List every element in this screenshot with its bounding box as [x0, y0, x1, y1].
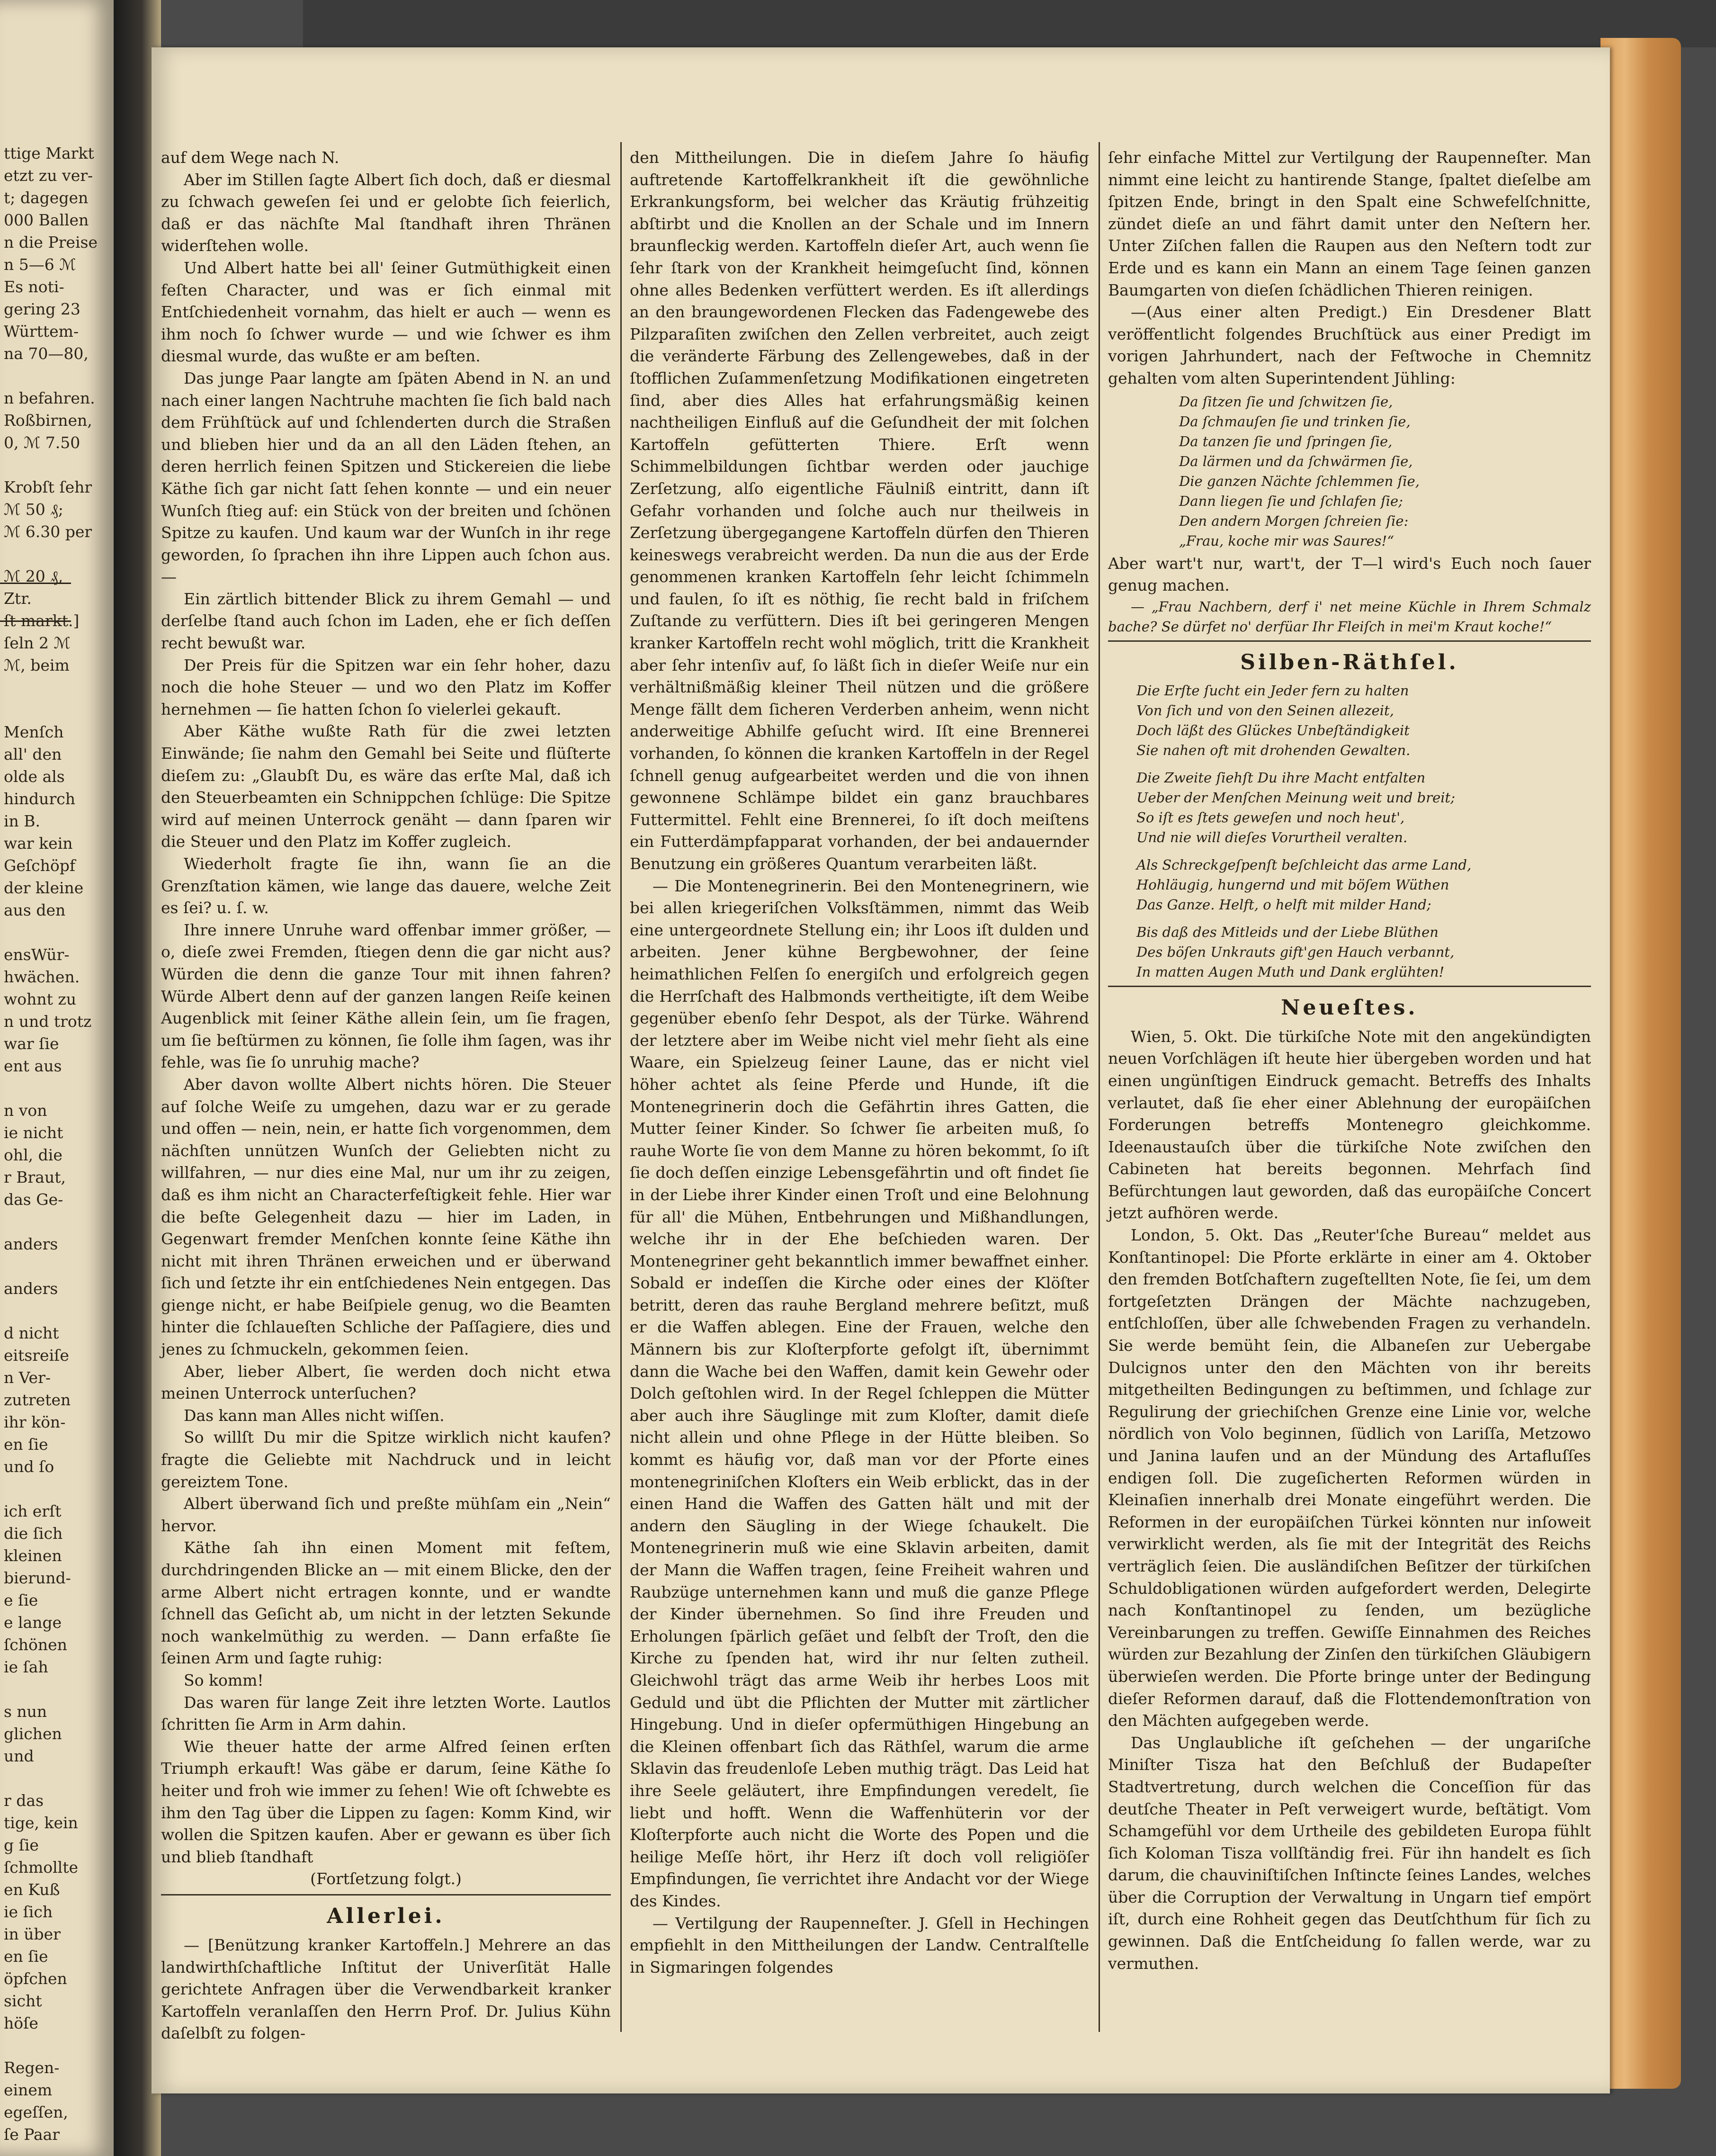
riddle-line: Von ſich und von den Seinen allezeit,: [1136, 702, 1394, 719]
riddle-line: Hohläugig, hungernd und mit böſem Wüthen: [1136, 876, 1449, 893]
left-page-line: na 70—80,: [4, 344, 89, 363]
left-page-line: glichen: [4, 1725, 62, 1743]
left-page-line: hwächen.: [4, 968, 80, 986]
left-page-line: bierund-: [4, 1569, 71, 1587]
left-page-line: 0, ℳ 7.50: [4, 433, 80, 452]
left-page-line: anders: [4, 1279, 58, 1298]
poem-line: Den andern Morgen ſchreien ſie:: [1179, 512, 1409, 529]
riddle-line: Bis daß des Mitleids und der Liebe Blüthen: [1136, 924, 1439, 940]
riddle-line: So iſt es ſtets geweſen und noch heut',: [1136, 809, 1405, 826]
left-page-line: ſchönen: [4, 1635, 67, 1654]
story-paragraph: Aber, lieber Albert, ſie werden doch nicht etwa meinen Unterrock unterſuchen?: [161, 1362, 611, 1403]
allerlei-paragraph: — [Benützung kranker Kartoffeln.] Mehrere an das landwirthſchaftliche Inſtitut der Univerſität Halle gerichtete Anfragen über die Verwendbarkeit kranker Kartoffeln veranlaſſen den Herrn Prof. Dr. Julius Kühn daſelbſt zu folgen-: [161, 1935, 611, 2043]
left-page-line: olde als: [4, 767, 65, 786]
column-rule-2: [1099, 142, 1100, 2032]
left-page-line: ℳ 20 ₰,: [4, 567, 63, 585]
article-paragraph: — Vertilgung der Raupenneſter. J. Gſell in Hechingen empfiehlt in den Mittheilungen der Landw. Centralſtelle in Sigmaringen folgendes: [630, 1913, 1089, 1976]
left-page-line: die ſich: [4, 1524, 63, 1543]
left-page-line: s nun: [4, 1702, 47, 1721]
left-page-line: t; dagegen: [4, 189, 89, 207]
left-page-line: ie ſich: [4, 1903, 53, 1921]
left-page-line: d nicht: [4, 1324, 59, 1342]
left-page-line: ſchmollte: [4, 1858, 79, 1877]
left-page-line: en Kuß: [4, 1880, 60, 1899]
left-page-line: n 5—6 ℳ: [4, 255, 76, 274]
left-page-line: anders: [4, 1235, 58, 1253]
riddle-line: Als Schreckgeſpenſt beſchleicht das arme Land,: [1136, 856, 1472, 873]
left-page-line: Krobſt ſehr: [4, 478, 92, 496]
left-page-rule: [0, 583, 71, 584]
left-page-line: sicht: [4, 1992, 42, 2010]
left-page-line: in über: [4, 1925, 61, 1943]
left-page-line: r Braut,: [4, 1168, 66, 1186]
left-page-line: en ſie: [4, 1947, 48, 1966]
sermon-end: Aber wart't nur, wart't, der T—l wird's Euch noch ſauer genug machen.: [1108, 554, 1591, 595]
left-page-line: ent aus: [4, 1057, 62, 1075]
story-paragraph: Aber davon wollte Albert nichts hören. Die Steuer auf ſolche Weiſe zu umgehen, dazu war er zu gerade und offen — nein, nein, er hatte ſich vorgenommen, dem nächſten unnützen Wunſch der Geliebten nicht zu willfahren, — nur dies eine Mal, nur um ihr zu zeigen, daß es ihm nicht an Characterfeſtigkeit fehle. Hier war die beſte Gelegenheit dazu — hier im Laden, in Gegenwart fremder Menſchen konnte ſeine Käthe ihn nicht mit ihren Thränen erweichen und er überwand ſich und ſetzte ihr ein entſchiedenes Nein entgegen. Das gienge nicht, er habe Beiſpiele genug, wo die Beamten hinter die ſchlaueſten Schliche der Paſſagiere, dies und jenes zu ſchmuckeln, gekommen ſeien.: [161, 1075, 611, 1359]
story-paragraph: Der Preis für die Spitzen war ein ſehr hoher, dazu noch die hohe Steuer — und wo den Platz im Koffer hernehmen — ſie hatten ſchon ſo vielerlei gekauft.: [161, 656, 611, 719]
news-paragraph: Das Unglaubliche iſt geſchehen — der ungariſche Miniſter Tisza hat den Beſchluß der Budapeſter Stadtvertretung, durch welchen die Conceſſion für das deutſche Theater in Peſt verweigert wurde, beſtätigt. Vom Schamgefühl vor dem Urtheile des gebildeten Europa fühlt ſich Koloman Tisza vollſtändig frei. Für ihn handelt es ſich darum, die chauviniſtiſchen Inſtincte ſeines Landes, welches über die Corruption der Verwaltung in Ungarn tief empört iſt, durch eine Rohheit gegen das Deutſchthum für ſich zu gewinnen. Daß die Entſcheidung ſo fallen werde, war zu vermuthen.: [1108, 1733, 1591, 1973]
left-page-fragment: [0, 0, 114, 2156]
riddle-line: Die Erſte ſucht ein Jeder fern zu halten: [1136, 682, 1409, 699]
story-paragraph: Wiederholt fragte ſie ihn, wann ſie an die Grenzſtation kämen, wie lange das dauere, welche Zeit es ſei? u. ſ. w.: [161, 854, 611, 917]
left-page-line: höſe: [4, 2014, 38, 2032]
left-page-line: all' den: [4, 745, 62, 764]
left-page-line: ensWür-: [4, 945, 70, 964]
story-paragraph: Aber Käthe wußte Rath für die zwei letzten Einwände; ſie nahm den Gemahl bei Seite und flüſterte dieſem zu: „Glaubſt Du, es wäre das erſte Mal, daß ich den Steuerbeamten ein Schnippchen ſchlüge: Die Spitze wird auf meinen Unterrock genäht — dann ſparen wir die Steuer und den Platz im Koffer zugleich.: [161, 722, 611, 851]
story-paragraph: Aber im Stillen ſagte Albert ſich doch, daß er diesmal zu ſchwach geweſen ſei und er gelobte ſich feierlich, daß er das nächſte Mal ſtandhaft ihren Thränen widerſtehen wolle.: [161, 170, 611, 255]
riddle-line: Doch läßt des Glückes Unbeſtändigkeit: [1136, 722, 1410, 738]
section-rule: [1108, 640, 1591, 642]
left-page-line: ihr kön-: [4, 1413, 66, 1431]
left-page-line: Ztr.: [4, 589, 32, 608]
riddle-line: Des böſen Unkrauts gift'gen Hauch verbannt,: [1136, 943, 1455, 960]
left-page-line: war ſie: [4, 1034, 59, 1053]
left-page-line: ℳ, beim: [4, 656, 70, 674]
left-page-line: in B.: [4, 812, 41, 830]
left-page-line: ℳ 6.30 per: [4, 522, 92, 541]
left-page-line: Roßbirnen,: [4, 411, 92, 430]
left-page-line: Menſch: [4, 723, 64, 741]
continued-note: (Fortſetzung folgt.): [310, 1869, 462, 1888]
article-paragraph: — Die Montenegrinerin. Bei den Montenegrinern, wie bei allen kriegeriſchen Volksſtämmen, nimmt das Weib eine untergeordnete Stellung ein; ihr Loos iſt dulden und arbeiten. Jener kühne Bergbewohner, der ſeine heimathlichen Felſen ſo energiſch und erfolgreich gegen die Herrſchaft des Halbmonds vertheitigte, iſt dem Weibe gegenüber ebenſo ſehr Despot, als der Türke. Während der letztere aber im Weibe nicht viel mehr ſieht als eine Waare, ein Spielzeug ſeiner Laune, das er nicht viel höher achtet als ſeine Pferde und Hunde, iſt die Montenegrinerin doch die Gefährtin ihres Gatten, die Mutter ſeiner Kinder. So ſchwer ſie arbeiten muß, ſo rauhe Worte ſie von dem Manne zu hören bekommt, ſo iſt ſie doch deſſen einzige Lebensgefährtin und oft findet ſie in der Liebe ihrer Kinder einen Troſt und eine Belohnung für all' die Mühen, Entbehrungen und Mißhandlungen, welche ihr in der Ehe beſchieden waren. Der Montenegriner geht bekanntlich immer bewaffnet einher. Sobald er indeſſen die Kirche oder eines der Klöſter betritt, deren das rauhe Bergland mehrere beſitzt, muß er die Waffen ablegen. Eine der Frauen, welche den Männern bis zur Kloſterpforte gefolgt iſt, übernimmt dann die Wache bei den Waffen, damit kein Gewehr oder Dolch geſtohlen wird. In der Regel ſchleppen die Mütter aber auch ihre Säuglinge mit zum Kloſter, damit dieſe nicht allein und ohne Pflege in der Hütte bleiben. So kommt es häufig vor, daß man vor der Pforte eines montenegriniſchen Kloſters ein Weib erblickt, das in der einen Hand die Waffen des Gatten hält und mit der andern den Säugling in der Wiege ſchaukelt. Die Montenegrinerin muß wie eine Sklavin arbeiten, damit der Mann die Waffen tragen, ſeine Freiheit wahren und Raubzüge unternehmen kann und muß die ganze Pflege der Kinder übernehmen. So ſind ihre Freuden und Erholungen ſpärlich geſäet und ſelbſt der Troſt, den die Kirche zu ſpenden hat, wird ihr nur ſelten zutheil. Gleichwohl trägt das arme Weib ihr herbes Loos mit Geduld und übt die Pflichten der Mutter mit zärtlicher Hingebung. Und in dieſer opfermüthigen Hingebung an die Kleinen offenbart ſich das Räthſel, warum die arme Sklavin das freudenloſe Leben muthig trägt. Das Leid hat ihre Seele geläutert, ihre Empfindungen veredelt, ſie liebt und hofft. Wenn die Waffenhüterin vor der Kloſterpforte auch nicht die Worte des Popen und die heilige Meſſe hört, ihr Herz iſt doch voll religiöſer Empfindungen, ſie verrichtet ihre Andacht vor der Wiege des Kindes.: [630, 876, 1089, 1910]
left-page-line: n die Preise: [4, 233, 98, 252]
story-paragraph: auf dem Wege nach N.: [161, 148, 340, 167]
left-page-line: etzt zu ver-: [4, 166, 93, 185]
left-page-line: hindurch: [4, 790, 75, 808]
column-rule-1: [620, 142, 622, 2032]
left-page-line: ℳ 50 ₰;: [4, 500, 63, 519]
left-page-line: n Ver-: [4, 1368, 51, 1387]
left-page-line: ie nicht: [4, 1123, 63, 1142]
left-page-line: kleinen: [4, 1546, 62, 1565]
left-page-line: en ſie: [4, 1435, 48, 1454]
riddle-line: In matten Augen Muth und Dank erglühten!: [1136, 963, 1445, 980]
column-1: [161, 147, 611, 2045]
stanza-gap: [1136, 915, 1591, 922]
poem-line: Da ſitzen ſie und ſchwitzen ſie,: [1179, 393, 1393, 410]
left-page-line: und ſo: [4, 1457, 54, 1476]
story-paragraph: Das kann man Alles nicht wiſſen.: [184, 1406, 445, 1425]
left-page-line: n von: [4, 1101, 47, 1120]
poem-line: Da tanzen ſie und ſpringen ſie,: [1179, 433, 1393, 449]
column-2: [630, 147, 1089, 1978]
book-page-edges: [1600, 38, 1681, 2089]
left-page-line: ich erſt: [4, 1502, 62, 1520]
left-page-line: und: [4, 1747, 34, 1765]
left-page-line: ie ſah: [4, 1658, 48, 1676]
left-page-line: n und trotz: [4, 1012, 92, 1031]
sermon-poem: [1179, 392, 1591, 551]
riddle-line: Und nie will dieſes Vorurtheil veralten.: [1136, 829, 1408, 845]
riddle-title: Silben-Räthſel.: [1240, 650, 1459, 674]
left-page-line: e ſie: [4, 1591, 38, 1609]
poem-line: Da ſchmauſen ſie und trinken ſie,: [1179, 413, 1411, 430]
left-page-line: Es noti-: [4, 278, 64, 296]
newspaper-page: [152, 47, 1610, 2093]
riddle-line: Ueber der Menſchen Meinung weit und breit;: [1136, 789, 1455, 806]
left-page-line: ohl, die: [4, 1146, 63, 1164]
article-paragraph: den Mittheilungen. Die in dieſem Jahre ſo häufig auftretende Kartoffelkrankheit iſt die gewöhnliche Erkrankungsform, bei welcher das Kräutig frühzeitig abſtirbt und die Knollen an der Schale und im Innern braunfleckig werden. Kartoffeln dieſer Art, auch wenn ſie ſehr ſtark von der Krankheit heimgeſucht ſind, können ohne alles Bedenken verfüttert werden. Es iſt allerdings an den braungewordenen Flecken das Fadengewebe des Pilzparaſiten zwiſchen den Zellen verbreitet, auch zeigt die veränderte Färbung des Zellengewebes, daß in der ſtofflichen Zuſammenſetzung Modifikationen eingetreten ſind, aber dies Alles hat erfahrungsmäßig keinen nachtheiligen Einfluß auf die Geſundheit der mit ſolchen Kartoffeln gefütterten Thiere. Erſt wenn Schimmelbildungen ſichtbar werden oder jauchige Zerſetzung, alſo eigentliche Fäulniß eintritt, dann iſt Gefahr vorhanden und ſolche auch nur theilweis in Zerſetzung übergegangene Kartoffeln dürfen den Thieren keineswegs verabreicht werden. Da nun die aus der Erde genommenen kranken Kartoffeln ſehr leicht ſchimmeln und faulen, ſo iſt es nöthig, ſie recht bald in friſchem Zuſtande zu verfüttern. Dies iſt bei geringeren Mengen kranker Kartoffeln recht wohl möglich, tritt die Krankheit aber ſehr intenſiv auf, ſo läßt ſich in dieſer Weiſe nur ein verhältnißmäßig kleiner Theil nützen und die größere Menge fällt dem ſicheren Verderben anheim, wenn nicht anderweitige Abhilfe geſucht wird. Iſt eine Brennerei vorhanden, ſo können die kranken Kartoffeln in der Regel ſchnell genug aufgearbeitet werden und die von ihnen gewonnene Schlämpe bildet ein ganz brauchbares Futtermittel. Fehlt eine Brennerei, ſo iſt doch meiſtens ein Futterdämpfapparat vorhanden, der bei andauernder Benutzung ein größeres Quantum verarbeiten läßt.: [630, 148, 1089, 873]
left-page-line: Württem-: [4, 322, 79, 341]
left-page-line: war kein: [4, 834, 73, 853]
left-page-line: das Ge-: [4, 1190, 63, 1209]
poem-line: „Frau, koche mir was Saures!“: [1179, 532, 1394, 549]
section-rule: [161, 1894, 611, 1895]
story-paragraph: Ihre innere Unruhe ward offenbar immer größer, — o, dieſe zwei Fremden, ſtiegen denn die gar nicht aus? Würden die denn die ganze Tour mit ihnen fahren? Würde Albert denn auf der ganzen langen Reiſe keinen Augenblick mit ſeiner Käthe allein ſein, um ſie fragen, um ſie beſtürmen zu können, ſie ſolle ihm ſagen, was ihr fehle, was ſie ſo unruhig mache?: [161, 920, 611, 1072]
scan-backdrop: [303, 0, 1716, 47]
riddle-line: Das Ganze. Helft, o helft mit milder Hand;: [1136, 896, 1431, 913]
section-title-allerlei: Allerlei.: [327, 1904, 445, 1928]
stanza-gap: [1136, 760, 1591, 768]
poem-line: Da lärmen und da ſchwärmen ſie,: [1179, 453, 1413, 469]
left-page-line: egeſſen,: [4, 2103, 68, 2121]
left-page-line: zutreten: [4, 1391, 71, 1409]
poem-line: Dann liegen ſie und ſchlafen ſie;: [1179, 493, 1403, 509]
news-paragraph: London, 5. Okt. Das „Reuter'ſche Bureau“ meldet aus Konſtantinopel: Die Pforte erklärte in einer am 4. Oktober den fremden Botſchaftern zugeſtellten Note, ſie ſei, um dem fortgeſetzten Drängen der Mächte nachzugeben, entſchloſſen, über alle ſchwebenden Fragen zu verhandeln. Sie werde bemüht ſein, die Albaneſen zur Uebergabe Dulcignos unter den den Mächten von ihr bereits mitgetheilten Bedingungen zu beſtimmen, und ſchlage zur Regulirung der griechiſchen Grenze eine Linie vor, welche nördlich von Volo beginnen, ſüdlich von Lariſſa, Metzowo und Janina laufen und an der Mündung des Artafluſſes endigen ſoll. Die zugeſicherten Reformen würden in Kleinaſien innerhalb drei Monate eingeführt werden. Die Reformen in der europäiſchen Türkei könnten nur inſoweit verwirklicht werden, als ſie mit der Integrität des Reichs verträglich ſeien. Die ausländiſchen Beſitzer der türkiſchen Schuldobligationen würden aufgefordert werden, Delegirte nach Konſtantinopel zu ſenden, um bezügliche Vereinbarungen zu treffen. Gewiſſe Einnahmen des Reiches würden zur Bezahlung der Zinſen den türkiſchen Gläubigern überwieſen werden. Die Pforte bringe unter der Bedingung dieſer Reformen darauf, daß die Flottendemonſtration von den Mächten aufgegeben werde.: [1108, 1226, 1591, 1730]
left-page-line: ſt markt.]: [4, 611, 80, 630]
left-page-line: e lange: [4, 1613, 62, 1632]
left-page-line: wohnt zu: [4, 990, 77, 1008]
article-paragraph: —(Aus einer alten Predigt.) Ein Dresdener Blatt veröffentlicht folgendes Bruchſtück aus einer Predigt im vorigen Jahrhundert, nach der Feſtwoche in Chemnitz gehalten vom alten Superintendent Jühling:: [1108, 303, 1591, 387]
riddle-poem: [1136, 681, 1591, 982]
left-page-line: tige, kein: [4, 1814, 78, 1832]
story-paragraph: Ein zärtlich bittender Blick zu ihrem Gemahl — und derſelbe ſtand auch ſchon im Laden, ehe er ſich deſſen recht bewußt war.: [161, 589, 611, 653]
section-rule: [1108, 986, 1591, 987]
column-3: [1108, 147, 1591, 1975]
left-page-line: aus den: [4, 901, 66, 919]
sermon-quote: — „Frau Nachbern, derf i' net meine Küchle in Ihrem Schmalz bache? Se dürfet no' derfüar Ihr Fleiſch in mei'm Kraut koche!“: [1108, 598, 1591, 635]
story-paragraph: Das junge Paar langte am ſpäten Abend in N. an und nach einer langen Nachtruhe machten ſie ſich bald nach dem Frühſtück auf und ſchlenderten durch die Straßen und blieben hier und da an all den Läden ſtehen, an deren herrlich feinen Spitzen und Stickereien die liebe Käthe ſich gar nicht ſatt ſehen konnte — und ein neuer Wunſch ſtieg auf: ein Stück von der breiten und ſchönen Spitze zu kaufen. Und kaum war der Wunſch in ihr rege geworden, ſo ſprachen ihn ihre Lippen auch ſchon aus. —: [161, 368, 611, 586]
left-page-line: Geſchöpf: [4, 856, 76, 875]
left-page-line: 000 Ballen: [4, 211, 89, 229]
poem-line: Die ganzen Nächte ſchlemmen ſie,: [1179, 473, 1420, 489]
story-paragraph: So willſt Du mir die Spitze wirklich nicht kaufen? fragte die Geliebte mit Nachdruck und in leicht gereiztem Tone.: [161, 1428, 611, 1491]
news-paragraph: Wien, 5. Okt. Die türkiſche Note mit den angekündigten neuen Vorſchlägen iſt heute hier übergeben worden und hat einen ungünſtigen Eindruck gemacht. Betreffs des Inhalts verlautet, daß ſie eher einer Ablehnung der europäiſchen Forderungen betreffs Montenegro gleichkomme. Ideenaustauſch über die türkiſche Note zwiſchen den Cabineten hat bereits begonnen. Mehrfach ſind Befürchtungen laut geworden, daß das europäiſche Concert jetzt aufhören werde.: [1108, 1027, 1591, 1222]
left-page-line: ttige Markt: [4, 144, 94, 162]
riddle-line: Sie nahen oft mit drohenden Gewalten.: [1136, 742, 1411, 758]
left-page-line: einem: [4, 2081, 53, 2099]
stanza-gap: [1136, 847, 1591, 855]
left-page-line: n befahren.: [4, 389, 95, 407]
left-page-line: ſeln 2 ℳ: [4, 634, 71, 652]
left-page-line: öpfchen: [4, 1969, 67, 1988]
story-paragraph: Albert überwand ſich und preßte mühſam ein „Nein“ hervor.: [161, 1494, 611, 1535]
left-page-rule: [0, 620, 71, 622]
story-paragraph: So komm!: [184, 1671, 264, 1689]
left-page-line: r das: [4, 1791, 44, 1810]
left-page-line: ſe Paar: [4, 2125, 60, 2144]
article-paragraph: ſehr einfache Mittel zur Vertilgung der Raupenneſter. Man nimmt eine leicht zu hantirende Stange, ſpaltet dieſelbe am ſpitzen Ende, bringt in den Spalt eine Schwefelſchnitte, zündet dieſe an und fährt damit unter den Neſtern her. Unter Ziſchen fallen die Raupen aus den Neſtern todt zur Erde und es kann ein Mann an einem Tage ſeinen ganzen Baumgarten von dieſen ſchädlichen Thieren reinigen.: [1108, 148, 1591, 299]
left-page-line: g ſie: [4, 1836, 39, 1854]
left-page-line: der kleine: [4, 879, 84, 897]
story-paragraph: Das waren für lange Zeit ihre letzten Worte. Lautlos ſchritten ſie Arm in Arm dahin.: [161, 1693, 611, 1734]
left-page-line: gering 23: [4, 300, 80, 318]
left-page-line: Regen-: [4, 2058, 60, 2077]
story-paragraph: Käthe ſah ihn einen Moment mit feſtem, durchdringenden Blicke an — mit einem Blicke, den der arme Albert nicht ertragen konnte, und er wandte ſchnell das Geſicht ab, um nicht in der letzten Sekunde noch wankelmüthig zu werden. — Dann erfaßte ſie ſeinen Arm und ſagte ruhig:: [161, 1538, 611, 1668]
riddle-line: Die Zweite ſiehſt Du ihre Macht entfalten: [1136, 769, 1426, 786]
story-paragraph: Und Albert hatte bei all' ſeiner Gutmüthigkeit einen feſten Character, und was er ſich einmal mit Entſchiedenheit vornahm, das hielt er auch — wenn es ihm noch ſo ſchwer wurde — und wie ſchwer es ihm diesmal wurde, das wußte er am beſten.: [161, 258, 611, 366]
left-page-line: eitsreiſe: [4, 1346, 69, 1365]
news-title: Neueſtes.: [1281, 995, 1418, 1020]
story-paragraph: Wie theuer hatte der arme Alfred ſeinen erſten Triumph erkauft! Was gäbe er darum, ſeine Käthe ſo heiter und froh wie immer zu ſehen! Wie oft ſchwebte es ihm den Tag über die Lippen zu ſagen: Komm Kind, wir wollen die Spitzen kaufen. Aber er gewann es über ſich und blieb ſtandhaft: [161, 1737, 611, 1866]
